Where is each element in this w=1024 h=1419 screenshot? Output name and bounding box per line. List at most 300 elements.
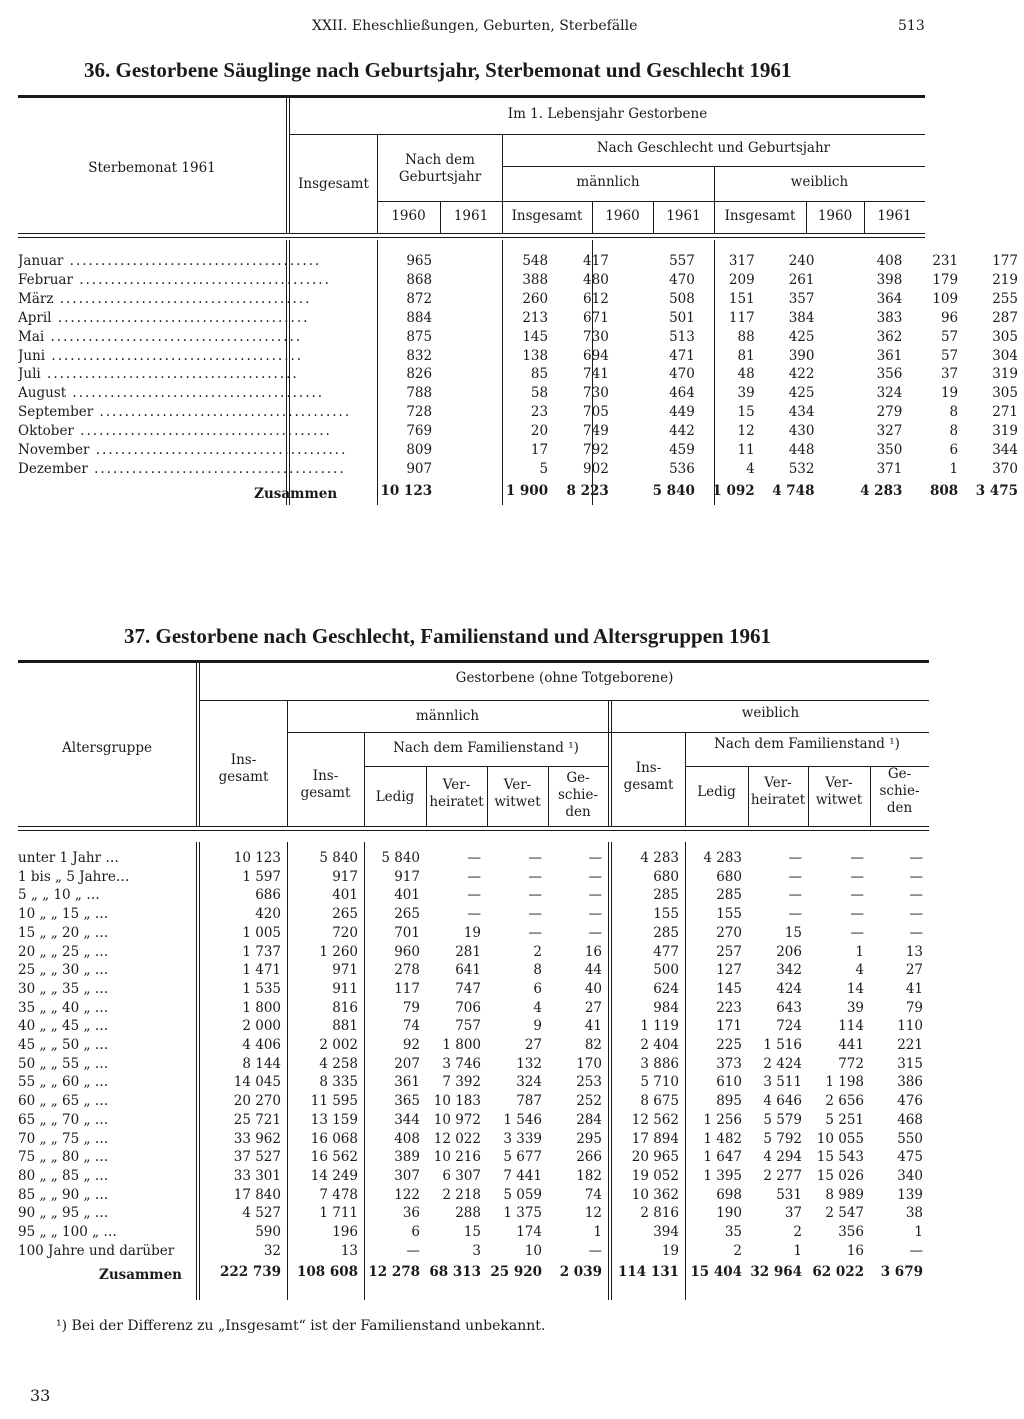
table-cell: 895 xyxy=(716,1093,742,1110)
table-cell: 287 xyxy=(992,309,1018,326)
month-label: Dezember xyxy=(18,460,88,477)
row-label: 45 „ „ 50 „ … xyxy=(18,1037,109,1054)
dot-leader: ........................................ xyxy=(53,290,312,307)
table-cell: 557 xyxy=(669,253,695,269)
table-cell: 448 xyxy=(788,442,815,459)
table-cell: 5 677 xyxy=(503,1149,542,1166)
t36-col-m-insgesamt: Insgesamt xyxy=(511,208,583,224)
table-cell: 4 xyxy=(533,999,542,1016)
row-label: 50 „ „ 55 „ … xyxy=(18,1055,109,1072)
table-cell: 728 xyxy=(406,404,433,421)
table-cell: 610 xyxy=(716,1074,742,1091)
table-cell: 536 xyxy=(669,460,695,477)
month-label: September xyxy=(18,404,94,421)
row-label: 20 „ „ 25 „ … xyxy=(18,943,109,960)
table-row xyxy=(18,868,929,887)
table-cell: 8 144 xyxy=(242,1055,281,1072)
table-cell: 590 xyxy=(255,1224,281,1241)
table-cell: 8 989 xyxy=(825,1186,864,1203)
table-cell: 74 xyxy=(584,1186,602,1203)
table-cell: 788 xyxy=(406,385,433,402)
dot-leader: ........................................ xyxy=(66,385,325,402)
table-cell: 868 xyxy=(406,271,433,288)
table-cell: 6 xyxy=(411,1224,420,1241)
table-cell: 155 xyxy=(716,906,742,923)
table-cell: 41 xyxy=(584,1018,602,1035)
table-cell: 356 xyxy=(838,1224,864,1241)
table-cell: 57 xyxy=(940,347,959,364)
t36-col-w-1960: 1960 xyxy=(817,208,853,224)
dot-leader: ........................................ xyxy=(93,404,352,421)
table-cell: 1 737 xyxy=(242,943,281,960)
table-cell: 5 xyxy=(539,460,549,477)
table-cell: 1 900 xyxy=(505,482,549,499)
table-cell: 6 xyxy=(533,980,542,997)
table-row xyxy=(18,1073,929,1092)
table-cell: 145 xyxy=(522,328,549,345)
table-row xyxy=(18,943,929,962)
table-cell: 686 xyxy=(255,887,281,904)
table-cell: 139 xyxy=(897,1186,923,1203)
table-cell: 114 131 xyxy=(617,1264,679,1281)
table-cell: 17 xyxy=(530,442,549,459)
table-cell: 907 xyxy=(406,460,433,477)
table-cell: 36 xyxy=(402,1205,420,1222)
table-cell: 342 xyxy=(776,962,802,979)
table-cell: 4 xyxy=(855,962,864,979)
table-cell: 1 005 xyxy=(242,924,281,941)
table-cell: — xyxy=(588,906,602,923)
t37-row-header: Altersgruppe xyxy=(62,740,152,756)
table-cell: 182 xyxy=(576,1167,602,1184)
table-cell: 1 xyxy=(593,1224,602,1241)
table-cell: 307 xyxy=(394,1167,420,1184)
t36-col-1961: 1961 xyxy=(453,208,489,224)
t37-top-header: Gestorbene (ohne Totgeborene) xyxy=(455,670,674,686)
table-cell: 4 283 xyxy=(703,850,742,866)
t36-col-w-insgesamt: Insgesamt xyxy=(724,208,796,224)
table-cell: 2 xyxy=(733,1242,742,1259)
table-cell: — xyxy=(788,850,802,866)
dot-leader: ........................................ xyxy=(72,271,331,288)
table-cell: 5 840 xyxy=(319,850,358,866)
total-row xyxy=(18,1260,929,1285)
table-cell: 4 527 xyxy=(242,1205,281,1222)
table-cell: 408 xyxy=(394,1130,420,1147)
table-row xyxy=(18,1242,929,1261)
table-cell: 730 xyxy=(583,385,609,402)
t36-col-m-1961: 1961 xyxy=(666,208,701,224)
table-cell: 386 xyxy=(897,1074,923,1091)
table-cell: 15 404 xyxy=(690,1264,742,1281)
table-row xyxy=(18,886,929,905)
table-cell: 480 xyxy=(583,271,609,288)
table-cell: 127 xyxy=(716,962,742,979)
table-row xyxy=(18,999,929,1018)
month-label: Februar xyxy=(18,271,73,288)
table-cell: 1 482 xyxy=(703,1130,742,1147)
t37-m-geschieden: Ge- schie- den xyxy=(557,770,599,820)
table-cell: 449 xyxy=(669,404,695,421)
table-cell: 207 xyxy=(394,1055,420,1072)
table-cell: 9 xyxy=(533,1018,542,1035)
table-cell: 1 198 xyxy=(825,1074,864,1091)
table-cell: 671 xyxy=(583,309,609,326)
table-cell: 1 xyxy=(914,1224,923,1241)
table-cell: — xyxy=(588,850,602,866)
table-cell: 14 045 xyxy=(233,1074,281,1091)
table-cell: 772 xyxy=(838,1055,864,1072)
table-cell: 531 xyxy=(776,1186,802,1203)
table-cell: 532 xyxy=(788,460,815,477)
dot-leader: ........................................ xyxy=(73,423,332,440)
table-cell: 12 xyxy=(584,1205,602,1222)
table-cell: 500 xyxy=(653,962,679,979)
row-label xyxy=(18,441,351,460)
table-cell: 324 xyxy=(516,1074,542,1091)
table-cell: 401 xyxy=(394,887,420,904)
table-cell: — xyxy=(467,887,481,904)
table-cell: 2 547 xyxy=(825,1205,864,1222)
table-cell: 85 xyxy=(530,366,549,383)
table-cell: 476 xyxy=(897,1093,923,1110)
table-cell: 971 xyxy=(332,962,358,979)
t37-weiblich: weiblich xyxy=(741,705,800,721)
table-row xyxy=(18,980,929,999)
table-cell: 285 xyxy=(653,887,679,904)
table-cell: 38 xyxy=(905,1205,923,1222)
table-cell: 694 xyxy=(583,347,609,364)
table-cell: 225 xyxy=(716,1037,742,1054)
table-cell: 365 xyxy=(394,1093,420,1110)
table-row xyxy=(18,384,1024,403)
table-cell: 10 123 xyxy=(233,850,281,866)
table-cell: 11 xyxy=(737,442,755,459)
t36-nach-geschlecht: Nach Geschlecht und Geburtsjahr xyxy=(596,140,831,156)
dot-leader: ........................................ xyxy=(89,442,348,459)
row-label xyxy=(18,309,351,328)
table-cell: — xyxy=(909,868,923,885)
table-cell: 4 xyxy=(746,460,755,477)
t37-w-ledig: Ledig xyxy=(697,784,736,800)
table-cell: 39 xyxy=(846,999,864,1016)
table-cell: 284 xyxy=(576,1111,602,1128)
table-cell: 3 679 xyxy=(880,1264,923,1281)
row-label: 100 Jahre und darüber xyxy=(18,1242,175,1259)
table-cell: 769 xyxy=(406,423,433,440)
table-cell: 792 xyxy=(583,442,609,459)
table-cell: 23 xyxy=(530,404,549,421)
row-label xyxy=(18,422,351,441)
table-cell: 902 xyxy=(583,460,609,477)
table-cell: 3 886 xyxy=(640,1055,679,1072)
table-cell: 641 xyxy=(455,962,481,979)
table-cell: 960 xyxy=(394,943,420,960)
table-cell: 5 840 xyxy=(381,850,420,866)
t37-w-insgesamt: Ins- gesamt xyxy=(623,760,674,793)
table-cell: 384 xyxy=(788,309,815,326)
table-row xyxy=(18,1167,929,1186)
table-cell: 434 xyxy=(788,404,815,421)
table-cell: 720 xyxy=(332,924,358,941)
table-cell: 25 920 xyxy=(490,1264,542,1281)
table-row xyxy=(18,460,1024,479)
table-cell: 82 xyxy=(584,1037,602,1054)
table-cell: 110 xyxy=(897,1018,923,1035)
table-36-title: 36. Gestorbene Säuglinge nach Geburtsjahr, Sterbemonat und Geschlecht 1961 xyxy=(84,58,792,82)
table-cell: 875 xyxy=(406,328,433,345)
table-cell: 4 283 xyxy=(860,482,903,499)
table-cell: 14 249 xyxy=(310,1167,358,1184)
table-cell: — xyxy=(467,906,481,923)
table-cell: 680 xyxy=(716,868,742,885)
table-cell: 417 xyxy=(583,253,609,269)
t37-insgesamt: Ins- gesamt xyxy=(218,752,269,785)
table-cell: 6 xyxy=(949,442,959,459)
table-cell: 724 xyxy=(776,1018,802,1035)
table-cell: 20 xyxy=(530,423,549,440)
row-label xyxy=(18,384,351,403)
row-label: 90 „ „ 95 „ … xyxy=(18,1205,109,1222)
table-cell: 643 xyxy=(776,999,802,1016)
table-cell: 371 xyxy=(876,460,903,477)
table-cell: 266 xyxy=(576,1149,602,1166)
table-cell: 394 xyxy=(653,1224,679,1241)
t36-col-w-1961: 1961 xyxy=(877,208,912,224)
t37-m-verwitwet: Ver- witwet xyxy=(494,777,541,810)
table-cell: 1 395 xyxy=(703,1167,742,1184)
table-cell: 1 092 xyxy=(712,482,755,499)
table-cell: 15 xyxy=(463,1224,481,1241)
table-cell: 62 022 xyxy=(812,1264,864,1281)
table-cell: — xyxy=(528,850,542,866)
table-cell: 747 xyxy=(455,980,481,997)
table-cell: 16 562 xyxy=(310,1149,358,1166)
table-cell: 231 xyxy=(932,253,959,269)
table-cell: 74 xyxy=(402,1018,420,1035)
table-cell: 2 039 xyxy=(559,1264,602,1281)
month-label: Juli xyxy=(18,366,41,383)
table-cell: 15 543 xyxy=(816,1149,864,1166)
row-label: 1 bis „ 5 Jahre… xyxy=(18,868,130,885)
table-cell: 2 000 xyxy=(242,1018,281,1035)
table-cell: 305 xyxy=(992,328,1018,345)
table-cell: 787 xyxy=(516,1093,542,1110)
table-row xyxy=(18,1186,929,1205)
table-cell: 117 xyxy=(394,980,420,997)
table-cell: 278 xyxy=(394,962,420,979)
table-cell: 10 972 xyxy=(433,1111,481,1128)
table-cell: 508 xyxy=(669,290,695,307)
table-cell: 39 xyxy=(737,385,755,402)
table-cell: 501 xyxy=(669,309,695,326)
table-cell: 15 xyxy=(784,924,802,941)
table-cell: 3 746 xyxy=(442,1055,481,1072)
table-cell: 420 xyxy=(255,906,281,923)
table-cell: — xyxy=(788,906,802,923)
table-cell: 79 xyxy=(905,999,923,1016)
table-cell: 10 183 xyxy=(433,1093,481,1110)
table-cell: 7 478 xyxy=(319,1186,358,1203)
table-cell: — xyxy=(850,868,864,885)
table-cell: 265 xyxy=(332,906,358,923)
table-cell: 706 xyxy=(455,999,481,1016)
table-cell: 705 xyxy=(583,404,609,421)
table-cell: — xyxy=(467,868,481,885)
table-cell: 33 301 xyxy=(233,1167,281,1184)
table-cell: 1 xyxy=(793,1242,802,1259)
table-cell: 27 xyxy=(524,1037,542,1054)
table-cell: 271 xyxy=(992,404,1018,421)
table-row xyxy=(18,924,929,943)
row-label xyxy=(18,290,351,309)
table-cell: 809 xyxy=(406,442,433,459)
table-cell: 12 278 xyxy=(368,1264,420,1281)
table-37-top-rule xyxy=(18,660,929,663)
table-cell: 222 739 xyxy=(219,1264,281,1281)
table-cell: — xyxy=(588,1242,602,1259)
t36-weiblich: weiblich xyxy=(790,174,849,190)
row-label: 35 „ „ 40 „ … xyxy=(18,999,109,1016)
row-label: unter 1 Jahr … xyxy=(18,850,119,866)
table-cell: 8 335 xyxy=(319,1074,358,1091)
running-header: XXII. Eheschließungen, Geburten, Sterbefälle xyxy=(312,18,638,34)
month-label: Juni xyxy=(18,347,46,364)
table-cell: 2 656 xyxy=(825,1093,864,1110)
table-cell: 984 xyxy=(653,999,679,1016)
table-cell: 27 xyxy=(905,962,923,979)
table-cell: 3 475 xyxy=(975,482,1018,499)
table-cell: 132 xyxy=(516,1055,542,1072)
table-cell: 37 xyxy=(784,1205,802,1222)
row-label: 85 „ „ 90 „ … xyxy=(18,1186,109,1203)
table-cell: 10 xyxy=(524,1242,542,1259)
t37-w-geschieden: Ge- schie- den xyxy=(879,766,920,816)
table-cell: 388 xyxy=(522,271,549,288)
table-cell: 240 xyxy=(788,253,815,269)
table-cell: 548 xyxy=(522,253,549,269)
table-cell: 37 xyxy=(940,366,959,383)
table-cell: 917 xyxy=(394,868,420,885)
table-cell: 281 xyxy=(455,943,481,960)
table-cell: 5 710 xyxy=(640,1074,679,1091)
table-cell: 8 xyxy=(949,423,959,440)
row-label: 95 „ „ 100 „ … xyxy=(18,1224,117,1241)
table-row xyxy=(18,1111,929,1130)
t36-maennlich: männlich xyxy=(576,174,640,190)
table-cell: 96 xyxy=(940,309,959,326)
table-cell: 315 xyxy=(897,1055,923,1072)
month-label: Mai xyxy=(18,328,45,345)
table-cell: — xyxy=(467,850,481,866)
dot-leader: ........................................ xyxy=(45,347,304,364)
table-cell: 151 xyxy=(728,290,755,307)
table-cell: 5 840 xyxy=(652,482,695,499)
table-cell: — xyxy=(588,868,602,885)
table-cell: 881 xyxy=(332,1018,358,1035)
table-row xyxy=(18,1223,929,1242)
dot-leader: ........................................ xyxy=(51,309,310,326)
table-cell: — xyxy=(909,850,923,866)
table-cell: 11 595 xyxy=(310,1093,358,1110)
table-cell: — xyxy=(850,850,864,866)
table-cell: — xyxy=(850,924,864,941)
table-cell: 257 xyxy=(716,943,742,960)
table-cell: 221 xyxy=(897,1037,923,1054)
table-cell: 20 965 xyxy=(631,1149,679,1166)
table-cell: 1 xyxy=(949,460,959,477)
table-cell: 475 xyxy=(897,1149,923,1166)
table-cell: 260 xyxy=(522,290,549,307)
table-cell: — xyxy=(788,887,802,904)
table-row xyxy=(18,365,1024,384)
table-cell: 422 xyxy=(788,366,815,383)
row-label xyxy=(18,328,351,347)
table-cell: 44 xyxy=(584,962,602,979)
month-label: März xyxy=(18,290,54,307)
table-cell: — xyxy=(528,906,542,923)
table-cell: 16 xyxy=(584,943,602,960)
table-cell: 383 xyxy=(876,309,903,326)
table-cell: 5 251 xyxy=(825,1111,864,1128)
table-cell: 304 xyxy=(992,347,1018,364)
table-cell: 179 xyxy=(932,271,959,288)
table-cell: 279 xyxy=(876,404,903,421)
table-cell: 117 xyxy=(728,309,755,326)
table-cell: 319 xyxy=(992,366,1018,383)
table-cell: 13 xyxy=(340,1242,358,1259)
table-cell: 442 xyxy=(669,423,695,440)
table-cell: 680 xyxy=(653,868,679,885)
table-cell: 471 xyxy=(669,347,695,364)
table-cell: 357 xyxy=(788,290,815,307)
dot-leader: ........................................ xyxy=(87,460,346,477)
table-cell: 12 562 xyxy=(631,1111,679,1128)
table-cell: 4 748 xyxy=(772,482,815,499)
table-cell: 27 xyxy=(584,999,602,1016)
month-label: April xyxy=(18,309,52,326)
table-cell: 884 xyxy=(406,309,433,326)
table-cell: 872 xyxy=(406,290,433,307)
table-cell: 1 471 xyxy=(242,962,281,979)
month-label: Oktober xyxy=(18,423,74,440)
footnote: ¹) Bei der Differenz zu „Insgesamt“ ist der Familienstand unbekannt. xyxy=(56,1318,546,1334)
table-cell: 2 424 xyxy=(763,1055,802,1072)
table-cell: 270 xyxy=(716,924,742,941)
table-cell: 7 392 xyxy=(442,1074,481,1091)
t37-m-verheiratet: Ver- heiratet xyxy=(429,777,484,810)
row-label xyxy=(18,252,351,271)
table-cell: 6 307 xyxy=(442,1167,481,1184)
table-cell: 213 xyxy=(522,309,549,326)
table-cell: 8 xyxy=(949,404,959,421)
table-cell: — xyxy=(788,868,802,885)
total-row xyxy=(18,479,1024,504)
table-cell: 305 xyxy=(992,385,1018,402)
table-row xyxy=(18,403,1024,422)
table-cell: 196 xyxy=(332,1224,358,1241)
table-cell: 155 xyxy=(653,906,679,923)
table-cell: 424 xyxy=(776,980,802,997)
table-cell: 19 xyxy=(940,385,959,402)
table-cell: 5 792 xyxy=(763,1130,802,1147)
t36-col-1960: 1960 xyxy=(391,208,426,224)
table-cell: 209 xyxy=(728,271,755,288)
table-cell: 37 527 xyxy=(233,1149,281,1166)
table-cell: 171 xyxy=(716,1018,742,1035)
table-cell: 285 xyxy=(716,887,742,904)
table-cell: 79 xyxy=(402,999,420,1016)
